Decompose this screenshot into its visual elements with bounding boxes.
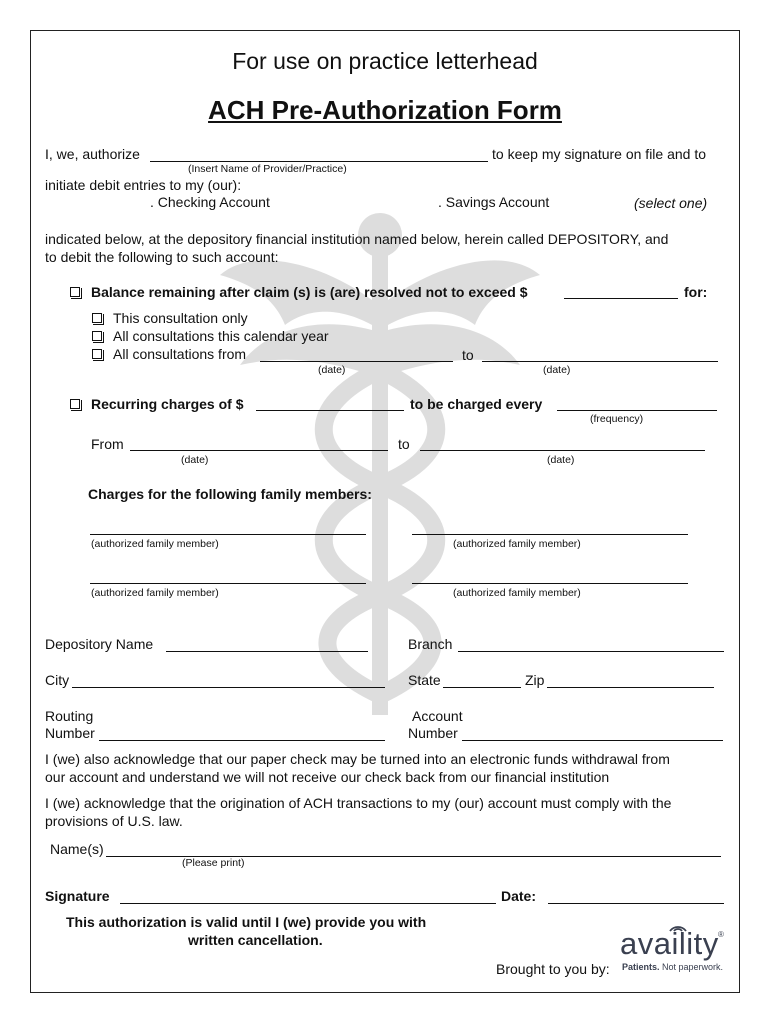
family-heading: Charges for the following family members: xyxy=(88,486,372,502)
availity-logo xyxy=(620,918,730,978)
balance-for: for: xyxy=(684,284,708,300)
date-label: Date: xyxy=(501,888,537,904)
ack1-line-2: our account and understand we will not receive our check back from our financial institution xyxy=(45,769,610,785)
names-label: Name(s) xyxy=(50,841,104,857)
logo-tagline xyxy=(622,962,723,972)
recurring-to-label: to xyxy=(398,436,410,452)
names-caption: (Please print) xyxy=(182,857,245,869)
routing-number-field[interactable] xyxy=(99,740,385,741)
recurring-from-caption: (date) xyxy=(181,454,209,466)
balance-label: Balance remaining after claim (s) is (are) resolved not to exceed $ xyxy=(91,284,528,300)
option-this-consultation: This consultation only xyxy=(113,310,248,326)
depository-name-field[interactable] xyxy=(166,651,368,652)
logo-tagline-bold: Patients. xyxy=(622,962,660,972)
consultations-from-date-field[interactable] xyxy=(260,361,453,362)
signature-label: Signature xyxy=(45,888,110,904)
consultations-to-date-field[interactable] xyxy=(482,361,718,362)
recurring-from-date-field[interactable] xyxy=(130,450,388,451)
family-member-3-field[interactable] xyxy=(90,583,366,584)
letterhead-note: For use on practice letterhead xyxy=(232,48,538,74)
family-member-4-caption: (authorized family member) xyxy=(453,587,581,599)
recurring-amount-field[interactable] xyxy=(256,410,404,411)
logo-word: availity xyxy=(620,926,719,961)
provider-caption: (Insert Name of Provider/Practice) xyxy=(188,163,347,175)
signature-field[interactable] xyxy=(120,903,496,904)
signature-date-field[interactable] xyxy=(548,903,724,904)
logo-registered: ® xyxy=(718,930,724,939)
provider-name-field[interactable] xyxy=(150,161,488,162)
routing-label-1: Routing xyxy=(45,708,94,724)
caduceus-watermark-icon xyxy=(215,205,545,725)
checking-option[interactable]: . Checking Account xyxy=(150,194,270,210)
option-this-consultation-checkbox[interactable] xyxy=(92,313,102,323)
account-number-field[interactable] xyxy=(462,740,723,741)
ack1-line-1: I (we) also acknowledge that our paper check may be turned into an electronic funds withdrawal from xyxy=(45,751,670,767)
family-member-1-caption: (authorized family member) xyxy=(91,538,219,550)
option-calendar-year: All consultations this calendar year xyxy=(113,328,329,344)
consultations-to-label: to xyxy=(462,347,474,363)
family-member-1-field[interactable] xyxy=(90,534,366,535)
family-member-4-field[interactable] xyxy=(412,583,688,584)
ack2-line-2: provisions of U.S. law. xyxy=(45,813,183,829)
authorize-suffix: to keep my signature on file and to xyxy=(492,146,707,162)
state-label: State xyxy=(408,672,441,688)
option-consultations-from-checkbox[interactable] xyxy=(92,349,102,359)
brought-by-label: Brought to you by: xyxy=(496,961,610,977)
validity-line-1: This authorization is valid until I (we) provide you with xyxy=(66,914,427,930)
family-member-2-caption: (authorized family member) xyxy=(453,538,581,550)
city-label: City xyxy=(45,672,70,688)
zip-label: Zip xyxy=(525,672,545,688)
initiate-text: initiate debit entries to my (our): xyxy=(45,177,242,193)
state-field[interactable] xyxy=(443,687,521,688)
to-date-caption: (date) xyxy=(543,364,571,376)
select-one-note: (select one) xyxy=(634,195,708,211)
balance-amount-field[interactable] xyxy=(564,298,678,299)
zip-field[interactable] xyxy=(547,687,714,688)
family-member-3-caption: (authorized family member) xyxy=(91,587,219,599)
city-field[interactable] xyxy=(72,687,385,688)
frequency-field[interactable] xyxy=(557,410,717,411)
indicated-line-1: indicated below, at the depository financial institution named below, herein called DEPOSITORY, and xyxy=(45,231,669,247)
ack2-line-1: I (we) acknowledge that the origination of ACH transactions to my (our) account must comply with the xyxy=(45,795,672,811)
account-label-2: Number xyxy=(408,725,458,741)
recurring-to-date-field[interactable] xyxy=(420,450,705,451)
recurring-checkbox[interactable] xyxy=(70,399,80,409)
checking-label: Checking Account xyxy=(157,194,270,210)
branch-field[interactable] xyxy=(458,651,724,652)
charged-every-label: to be charged every xyxy=(410,396,543,412)
authorize-prefix: I, we, authorize xyxy=(45,146,140,162)
recurring-label: Recurring charges of $ xyxy=(91,396,244,412)
account-label-1: Account xyxy=(412,708,463,724)
recurring-to-caption: (date) xyxy=(547,454,575,466)
validity-line-2: written cancellation. xyxy=(188,932,323,948)
depository-name-label: Depository Name xyxy=(45,636,154,652)
routing-label-2: Number xyxy=(45,725,95,741)
balance-checkbox[interactable] xyxy=(70,287,80,297)
form-title: ACH Pre-Authorization Form xyxy=(208,95,562,125)
recurring-from-label: From xyxy=(91,436,124,452)
savings-label: Savings Account xyxy=(445,194,550,210)
savings-option[interactable]: . Savings Account xyxy=(438,194,550,210)
option-consultations-from: All consultations from xyxy=(113,346,247,362)
family-member-2-field[interactable] xyxy=(412,534,688,535)
logo-tagline-rest: Not paperwork. xyxy=(662,962,724,972)
branch-label: Branch xyxy=(408,636,453,652)
option-calendar-year-checkbox[interactable] xyxy=(92,331,102,341)
indicated-line-2: to debit the following to such account: xyxy=(45,249,279,265)
frequency-caption: (frequency) xyxy=(590,413,644,425)
from-date-caption: (date) xyxy=(318,364,346,376)
